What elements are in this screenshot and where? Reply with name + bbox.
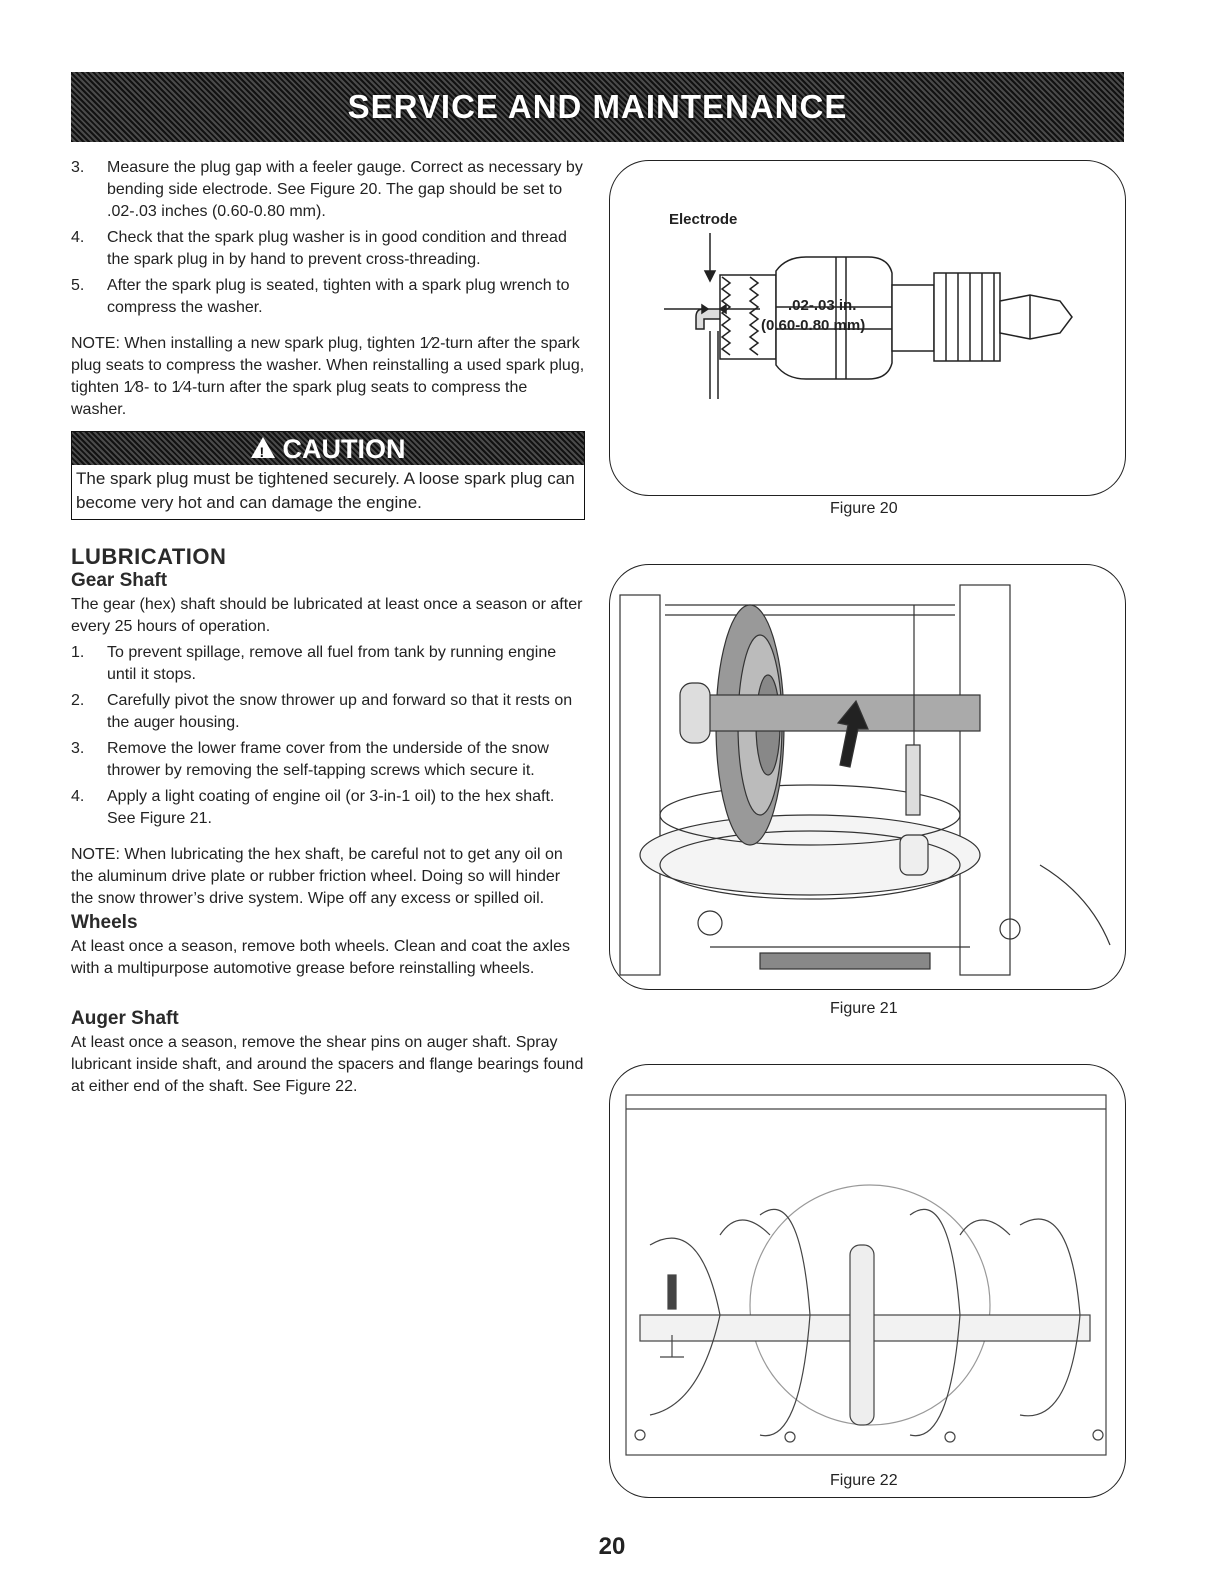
step-number: 1. (71, 644, 85, 661)
step-text: After the spark plug is seated, tighten with a spark plug wrench to compress the washer. (107, 277, 570, 316)
list-item (71, 690, 586, 734)
list-item (71, 227, 586, 271)
list-item (71, 786, 586, 830)
step-text: Check that the spark plug washer is in good condition and thread the spark plug in by hand to prevent cross-threading. (107, 229, 567, 268)
step-text: Measure the plug gap with a feeler gauge. Correct as necessary by bending side electrode. See Figure 20. The gap should be set to .02-.03 inches (0.60-0.80 mm). (107, 159, 583, 220)
caution-title: CAUTION (282, 433, 406, 464)
caution-box (71, 431, 585, 520)
caution-text: The spark plug must be tightened securely. A loose spark plug can become very hot and can damage the engine. (76, 469, 575, 512)
gear-shaft-heading: Gear Shaft (71, 570, 168, 591)
left-column (71, 157, 586, 1098)
wheels-heading: Wheels (71, 912, 138, 933)
auger-shaft-illustration (610, 1065, 1125, 1497)
figure-21-gear-shaft (609, 564, 1126, 990)
electrode-label: Electrode (669, 211, 738, 228)
lubrication-heading: LUBRICATION (71, 544, 227, 569)
page-title: SERVICE AND MAINTENANCE (347, 88, 848, 125)
step-text: Apply a light coating of engine oil (or 3-in-1 oil) to the hex shaft. See Figure 21. (107, 788, 555, 827)
step-number: 3. (71, 159, 85, 176)
figure-22-caption: Figure 22 (830, 1472, 898, 1489)
step-number: 2. (71, 692, 85, 709)
step-number: 4. (71, 788, 85, 805)
figure-21-caption: Figure 21 (830, 1000, 898, 1017)
gap-mm-label: (0.60-0.80 mm) (761, 317, 866, 334)
page-number: 20 (598, 1533, 626, 1560)
step-number: 3. (71, 740, 85, 757)
gear-shaft-steps (71, 642, 586, 830)
step-text: To prevent spillage, remove all fuel from tank by running engine until it stops. (107, 644, 557, 683)
gear-shaft-intro: The gear (hex) shaft should be lubricated at least once a season or after every 25 hours of operation. (71, 596, 583, 635)
spark-plug-steps (71, 157, 586, 319)
step-text: Carefully pivot the snow thrower up and forward so that it rests on the auger housing. (107, 692, 573, 731)
wheels-text: At least once a season, remove both wheels. Clean and coat the axles with a multipurpose automotive grease before reinstalling wheels. (71, 938, 570, 977)
warning-triangle-icon: ! (251, 437, 275, 458)
figure-20-spark-plug (609, 160, 1126, 496)
auger-shaft-heading: Auger Shaft (71, 1008, 179, 1029)
step-number: 5. (71, 277, 85, 294)
figure-22-auger-shaft (609, 1064, 1126, 1498)
figure-20-caption: Figure 20 (830, 500, 898, 517)
list-item (71, 275, 586, 319)
spark-plug-note: NOTE: When installing a new spark plug, tighten 1⁄2-turn after the spark plug seats to compress the washer. When reinstalling a used spark plug, tighten 1⁄8- to 1⁄4-turn after the spark plug seats to compress the washer. (71, 335, 585, 418)
header-banner (71, 72, 1124, 142)
list-item (71, 738, 586, 782)
list-item (71, 157, 586, 223)
caution-header (72, 432, 584, 465)
gap-inches-label: .02-.03 in. (788, 297, 857, 314)
auger-shaft-text: At least once a season, remove the shear pins on auger shaft. Spray lubricant inside shaft, and around the spacers and flange bearings found at either end of the shaft. See Figure 22. (71, 1034, 584, 1095)
list-item (71, 642, 586, 686)
gear-shaft-note: NOTE: When lubricating the hex shaft, be careful not to get any oil on the aluminum drive plate or rubber friction wheel. Doing so will hinder the snow thrower’s drive system. Wipe off any excess or spilled oil. (71, 846, 563, 907)
gear-shaft-illustration (610, 565, 1125, 989)
step-number: 4. (71, 229, 85, 246)
step-text: Remove the lower frame cover from the underside of the snow thrower by removing the self-tapping screws which secure it. (107, 740, 549, 779)
